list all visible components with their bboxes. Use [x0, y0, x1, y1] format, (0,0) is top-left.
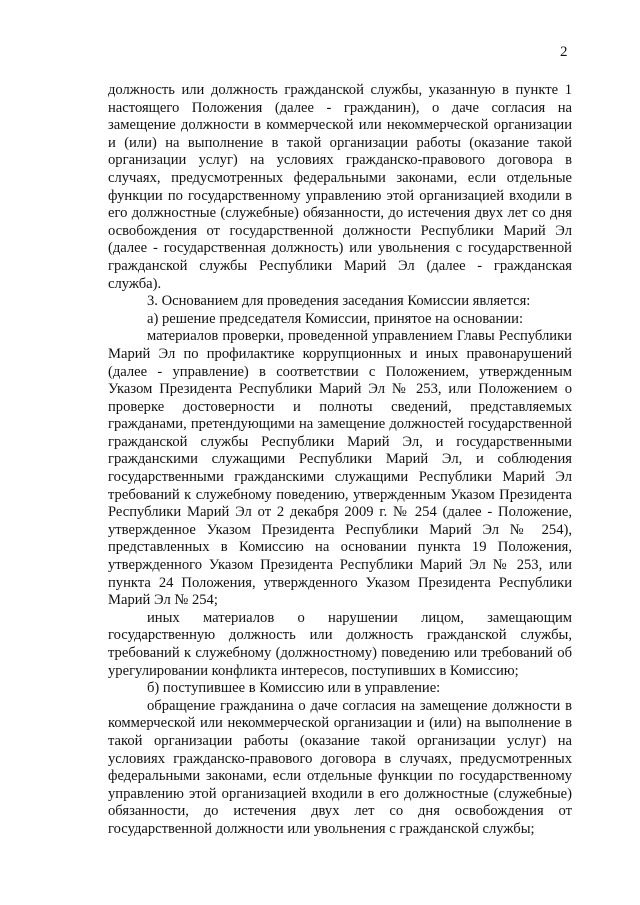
paragraph: материалов проверки, проведенной управлением Главы Республики Марий Эл по профилактике коррупционных и иных правонарушений (далее - управление) в соответствии с Положением, утвержденным Указом Президента Республики Марий Эл № 253, или Положением о проверке достоверности и полноты сведений, представляемых гражданами, претендующими на замещение должностей государственной гражданской службы Республики Марий Эл, и государственными гражданскими служащими Республики Марий Эл, и соблюдения государственными гражданскими служащими Республики Марий Эл требований к служебному поведению, утвержденным Указом Президента Республики Марий Эл от 2 декабря 2009 г. № 254 (далее - Положение, утвержденное Указом Президента Республики Марий Эл № 254), представленных в Комиссию на основании пункта 19 Положения, утвержденного Указом Президента Республики Марий Эл № 253, или пункта 24 Положения, утвержденного Указом Президента Республики Марий Эл № 254;: [108, 328, 572, 609]
paragraph: б) поступившее в Комиссию или в управление:: [147, 680, 441, 697]
paragraph: 3. Основанием для проведения заседания Комиссии является:: [147, 293, 531, 310]
paragraph: должность или должность гражданской службы, указанную в пункте 1 настоящего Положения (далее - гражданин), о даче согласия на замещение должности в коммерческой или некоммерческой организации и (или) на выполнение в такой организации работы (оказание такой организации услуг) на условиях гражданско-правового договора в случаях, предусмотренных федеральными законами, если отдельные функции по государственному управлению этой организацией входили в его должностные (служебные) обязанности, до истечения двух лет со дня освобождения от государственной должности Республики Марий Эл (далее - государственная должность) или увольнения с государственной гражданской службы Республики Марий Эл (далее - гражданская служба).: [108, 82, 572, 292]
paragraph: иных материалов о нарушении лицом, замещающим государственную должность или должность гражданской службы, требований к служебному (должностному) поведению или требований об урегулировании конфликта интересов, поступивших в Комиссию;: [108, 609, 572, 679]
page-number: 2: [560, 44, 568, 60]
paragraph: а) решение председателя Комиссии, принятое на основании:: [147, 310, 524, 327]
paragraph: обращение гражданина о даче согласия на замещение должности в коммерческой или некоммерческой организации и (или) на выполнение в такой организации работы (оказание такой организации услуг) на условиях гражданско-правового договора в случаях, предусмотренных федеральными законами, если отдельные функции по государственному управлению этой организацией входили в его должностные (служебные) обязанности, до истечения двух лет со дня освобождения от государственной должности или увольнения с гражданской службы;: [108, 697, 572, 837]
document-body: [108, 82, 572, 839]
